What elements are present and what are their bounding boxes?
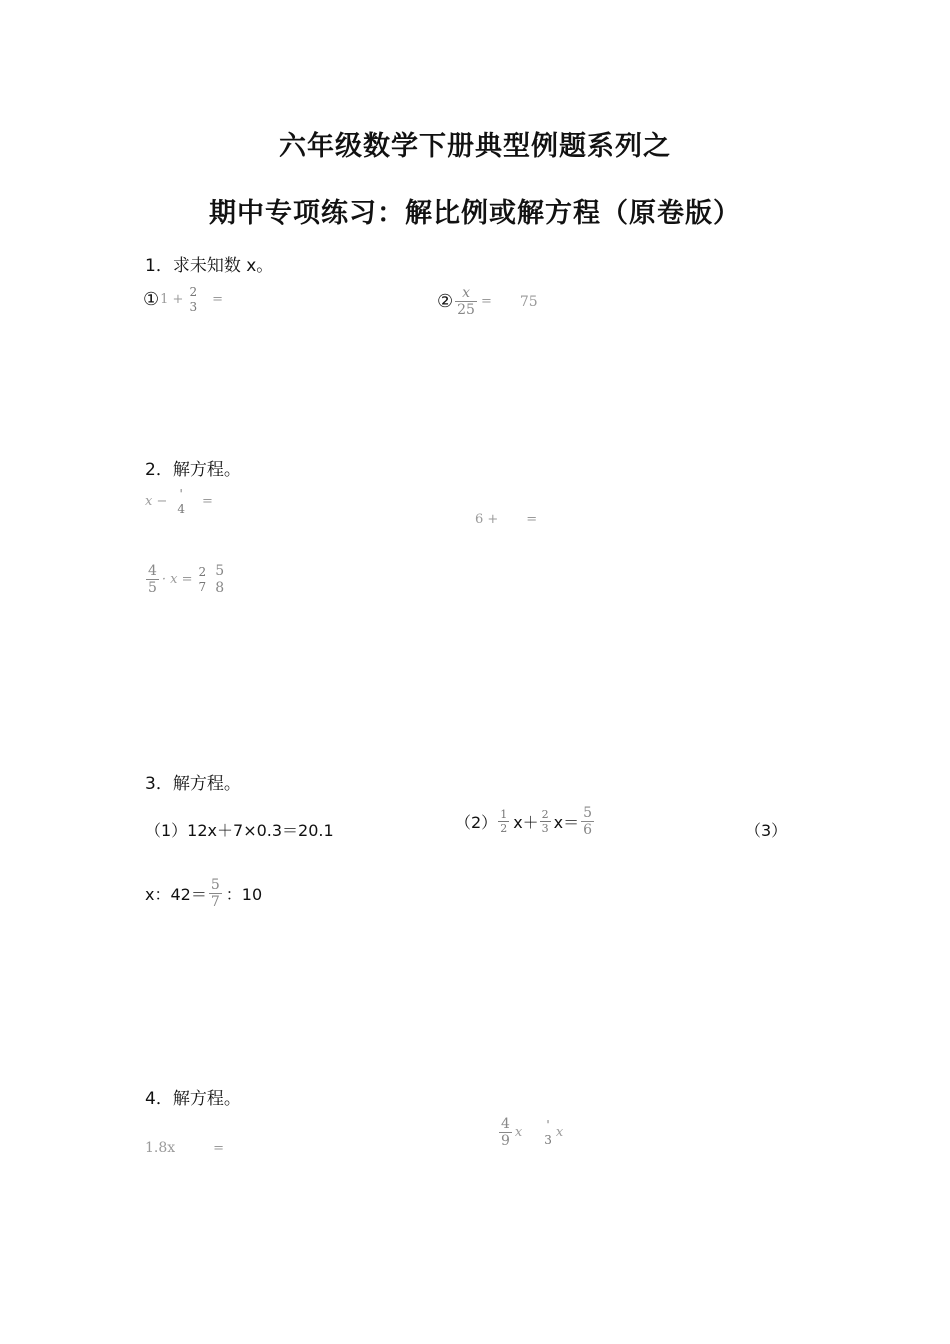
- expression-text: 1 +: [160, 292, 184, 307]
- q3-item-2: [455, 806, 595, 837]
- numerator: 2: [198, 565, 207, 579]
- fraction: [542, 1119, 554, 1146]
- denominator: 5: [148, 580, 157, 596]
- q3-item-3-label: （3）: [745, 821, 788, 840]
- q3-item-3: [145, 878, 262, 909]
- question-4-heading: 4．解方程。: [145, 1089, 241, 1109]
- fraction: [187, 286, 199, 313]
- numerator: x: [462, 285, 470, 301]
- numerator: 4: [501, 1116, 510, 1132]
- numerator: 5: [583, 805, 593, 821]
- page-title-line1: 六年级数学下册典型例题系列之: [279, 131, 671, 162]
- denominator: 3: [541, 822, 549, 835]
- equals-sign: =: [202, 494, 213, 509]
- q2-item-2: [475, 512, 537, 527]
- denominator: 6: [583, 822, 593, 838]
- equals-sign: =: [480, 294, 492, 309]
- expression-text: x: [555, 1125, 564, 1140]
- numerator: 2: [541, 808, 549, 821]
- q2-item-3: [145, 564, 227, 595]
- numerator: 5: [215, 563, 225, 579]
- q4-item-1: [145, 1140, 224, 1156]
- question-2-heading: 2．解方程。: [145, 460, 241, 480]
- fraction: [498, 809, 509, 834]
- circled-marker: ②: [437, 291, 454, 312]
- fraction: [175, 488, 187, 515]
- numerator: ': [546, 1118, 550, 1132]
- q1-item-2: [437, 286, 538, 317]
- denominator: 2: [500, 822, 508, 835]
- denominator: 9: [501, 1133, 510, 1149]
- fraction: [581, 806, 594, 837]
- denominator: 3: [544, 1133, 552, 1147]
- numerator: 4: [148, 563, 157, 579]
- expression-text: x＋: [513, 813, 539, 832]
- expression-text: x: [514, 1125, 523, 1140]
- question-1-heading: 1．求未知数 x。: [145, 256, 274, 276]
- expression-text: 6 +: [475, 512, 499, 527]
- expression-text: ：10: [225, 885, 263, 904]
- fraction: [213, 564, 226, 595]
- item-label: （2）: [455, 813, 498, 832]
- fraction: [540, 809, 551, 834]
- q1-item-1: [143, 286, 223, 313]
- numerator: 2: [189, 285, 198, 299]
- expression-text: 1.8x: [145, 1140, 176, 1156]
- numerator: 1: [500, 808, 508, 821]
- denominator: 7: [210, 894, 220, 910]
- denominator: 3: [189, 300, 198, 314]
- fraction: [146, 564, 159, 595]
- q3-item-1: （1）12x＋7×0.3＝20.1: [145, 821, 334, 840]
- circled-marker: ①: [143, 289, 160, 310]
- denominator: 8: [215, 580, 225, 596]
- expression-text: x：42＝: [145, 885, 207, 904]
- denominator: 7: [198, 580, 207, 594]
- equals-sign: =: [526, 512, 538, 527]
- equals-sign: =: [213, 1140, 225, 1156]
- page-title-line2: 期中专项练习：解比例或解方程（原卷版）: [209, 198, 741, 229]
- denominator: 4: [177, 502, 185, 516]
- expression-text: 75: [519, 293, 538, 310]
- fraction: [499, 1117, 512, 1148]
- numerator: 5: [210, 877, 220, 893]
- denominator: 25: [457, 302, 475, 318]
- q2-item-1: [145, 488, 213, 515]
- expression-text: x＝: [553, 813, 580, 832]
- fraction: [455, 286, 477, 317]
- numerator: ': [179, 487, 183, 501]
- fraction: [209, 878, 222, 909]
- expression-text: x −: [145, 494, 168, 509]
- question-3-heading: 3．解方程。: [145, 774, 241, 794]
- fraction: [197, 566, 209, 593]
- equals-sign: =: [212, 292, 223, 307]
- expression-text: · x =: [161, 572, 193, 587]
- q4-item-2: [498, 1117, 563, 1148]
